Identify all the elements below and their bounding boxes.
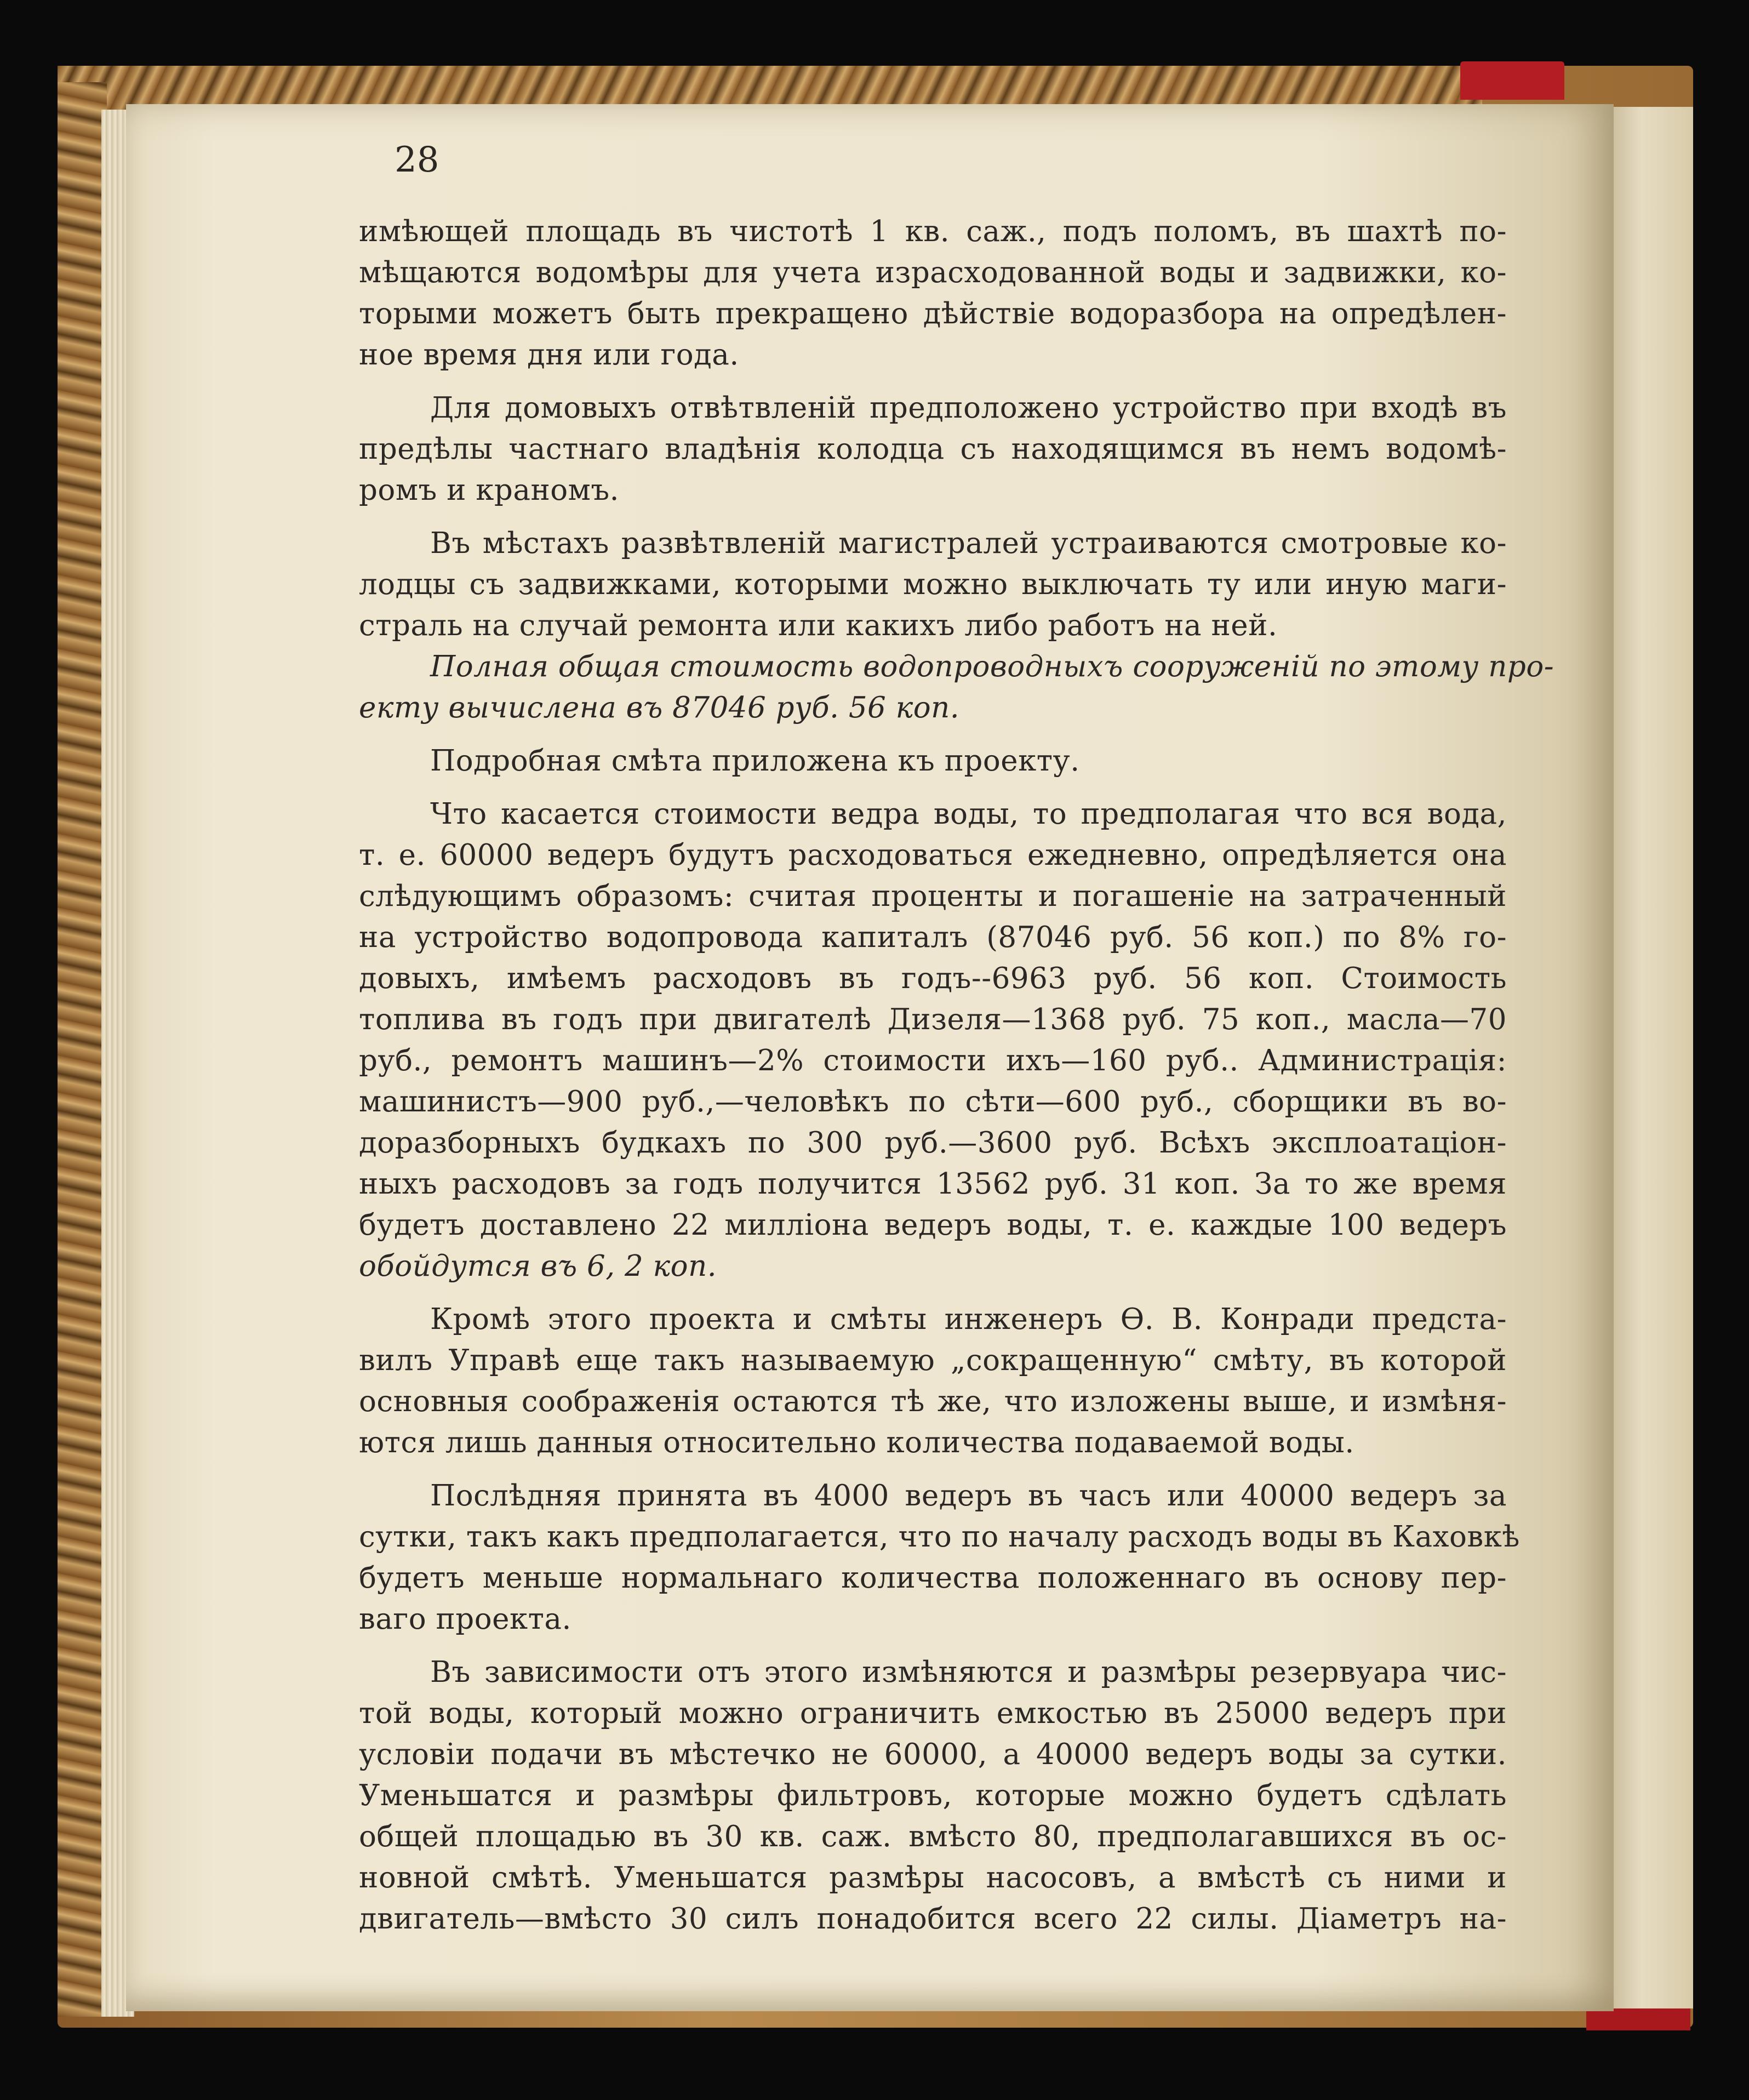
- text-line: Въ мѣстахъ развѣтвленій магистралей устраиваются смотровые ко-: [430, 527, 1507, 560]
- text-line: лодцы съ задвижками, которыми можно выключать ту или иную маги-: [359, 568, 1507, 601]
- text-line: топлива въ годъ при двигателѣ Дизеля—1368 руб. 75 коп., масла—70: [359, 1003, 1507, 1036]
- spine-label-top: [1460, 61, 1564, 100]
- text-line: новной смѣтѣ. Уменьшатся размѣры насосовъ, а вмѣстѣ съ ними и: [359, 1861, 1507, 1894]
- text-line: Что касается стоимости ведра воды, то предполагая что вся вода,: [430, 797, 1507, 831]
- text-line: слѣдующимъ образомъ: считая проценты и погашеніе на затраченный: [359, 880, 1507, 913]
- text-line: Послѣдняя принята въ 4000 ведеръ въ часъ или 40000 ведеръ за: [430, 1479, 1507, 1513]
- text-line: Въ зависимости отъ этого измѣняются и размѣры резервуара чис-: [430, 1656, 1507, 1689]
- page-text: [359, 211, 1554, 1939]
- text-line: сутки, такъ какъ предполагается, что по началу расходъ воды въ Каховкѣ: [359, 1520, 1520, 1554]
- text-line: вилъ Управѣ еще такъ называемую „сокращенную“ смѣту, въ которой: [359, 1344, 1507, 1377]
- text-line: ются лишь данныя относительно количества подаваемой воды.: [359, 1426, 1354, 1459]
- text-line: страль на случай ремонта или какихъ либо работъ на ней.: [359, 609, 1278, 642]
- text-line: торыми можетъ быть прекращено дѣйствіе водоразбора на опредѣлен-: [359, 297, 1507, 330]
- text-line: условіи подачи въ мѣстечко не 60000, а 40000 ведеръ воды за сутки.: [359, 1738, 1507, 1771]
- marbled-edge-left: [58, 82, 107, 2017]
- text-line: ное время дня или года.: [359, 338, 739, 372]
- text-line: двигатель—вмѣсто 30 силъ понадобится всего 22 силы. Діаметръ на-: [359, 1902, 1507, 1936]
- text-line: на устройство водопровода капиталъ (87046 руб. 56 коп.) по 8% го-: [359, 921, 1507, 954]
- text-line-italic: Полная общая стоимость водопроводныхъ сооруженій по этому про-: [430, 650, 1554, 683]
- text-line: ныхъ расходовъ за годъ получится 13562 руб. 31 коп. За то же время: [359, 1167, 1507, 1201]
- text-line: основныя соображенія остаются тѣ же, что изложены выше, и измѣня-: [359, 1385, 1507, 1418]
- text-line: ваго проекта.: [359, 1602, 571, 1636]
- text-line: общей площадью въ 30 кв. саж. вмѣсто 80, предполагавшихся въ ос-: [359, 1820, 1507, 1853]
- text-line: ромъ и краномъ.: [359, 473, 619, 507]
- text-line: руб., ремонтъ машинъ—2% стоимости ихъ—160 руб.. Администрація:: [359, 1044, 1507, 1077]
- facing-page-edge: [1614, 107, 1693, 2008]
- text-line: довыхъ, имѣемъ расходовъ въ годъ--6963 руб. 56 коп. Стоимость: [359, 962, 1507, 995]
- text-line-italic: обойдутся въ 6, 2 коп.: [359, 1249, 717, 1283]
- text-line: будетъ меньше нормальнаго количества положеннаго въ основу пер-: [359, 1561, 1507, 1595]
- text-line: мѣщаются водомѣры для учета израсходованной воды и задвижки, ко-: [359, 256, 1507, 289]
- marbled-edge-top: [58, 66, 1482, 110]
- text-line: доразборныхъ будкахъ по 300 руб.—3600 руб. Всѣхъ эксплоатаціон-: [359, 1126, 1507, 1160]
- text-line: имѣющей площадь въ чистотѣ 1 кв. саж., подъ поломъ, въ шахтѣ по-: [359, 215, 1507, 248]
- page-number: 28: [395, 140, 439, 180]
- text-line: Для домовыхъ отвѣтвленій предположено устройство при входѣ въ: [430, 391, 1507, 425]
- text-line: Уменьшатся и размѣры фильтровъ, которые можно будетъ сдѣлать: [359, 1779, 1507, 1812]
- text-line: предѣлы частнаго владѣнія колодца съ находящимся въ немъ водомѣ-: [359, 432, 1507, 466]
- text-line: т. е. 60000 ведеръ будутъ расходоваться ежедневно, опредѣляется она: [359, 838, 1507, 872]
- text-line: машинистъ—900 руб.,—человѣкъ по сѣти—600 руб., сборщики въ во-: [359, 1085, 1507, 1119]
- text-line: будетъ доставлено 22 милліона ведеръ воды, т. е. каждые 100 ведеръ: [359, 1208, 1507, 1242]
- text-line: Кромѣ этого проекта и смѣты инженеръ Ѳ. В. Конради предста-: [430, 1303, 1507, 1336]
- text-line: Подробная смѣта приложена къ проекту.: [430, 744, 1080, 778]
- text-line-italic: екту вычислена въ 87046 руб. 56 коп.: [359, 691, 960, 724]
- text-line: той воды, который можно ограничить емкостью въ 25000 ведеръ при: [359, 1697, 1507, 1730]
